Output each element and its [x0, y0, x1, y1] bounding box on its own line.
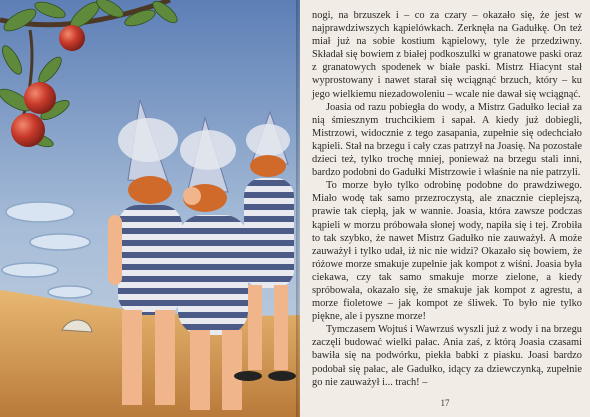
paragraph: Joasia od razu pobiegła do wody, a Mistrz Gadułko leciał za nią śmiesznym truchcikiem i sapał. A kiedy już dobiegli, Mistrzowi, widocznie z tego zasapania, zupełnie się odechciało kąpieli. Stał na brzegu i cały czas patrzył na Joasię. Na pozostałe dzieci też, tylko trochę mniej, ponieważ na brzegu stali inni, bardzo podobni do Gadułki Mistrzowie i właśnie na nie patrzyli. [312, 101, 582, 179]
paragraph: To morze było tylko odrobinę podobne do prawdziwego. Miało wodę tak samo przezroczystą, ale znacznie cieplejszą, prawie tak ciepłą, jak w wannie. Joasia, która zawsze podczas kąpieli w morzu próbowała słonej wody, napiła się i tej. Zrobiła to tak szybko, że nawet Mistrz Gadułko nie zauważył. A może zauważył i tylko udał, iż nic nie widzi? Okazało się bowiem, że różowe morze smakuje zupełnie jak kompot z wiśni. Joasia była ciekawa, czy tak samo smakuje morze zielone, a kiedy spróbowała, okazało się, że smakuje jak kompot z agrestu, a morze fioletowe – jak kompot ze śliwek. To było nie tylko piękne, ale i pyszne morze! [312, 180, 582, 323]
story-text [312, 9, 582, 389]
paragraph: Tymczasem Wojtuś i Wawrzuś wyszli już z wody i na brzegu zaczęli budować wielki pałac. Ania zaś, z którą Joasia czasami bawiła się na podwórku, piekła babki z piasku. Joasi bardzo podobał się pałac, ale Gadułko, idący za dziewczynką, zupełnie go nie zauważył i... trach! – [312, 324, 582, 388]
paragraph: nogi, na brzuszek i – co za czary – okazało się, że jest w najprawdziwszych kąpielówkach. Zerknęła na Gadułkę. On też miał już na sobie kostium kąpielowy, tyle że przedziwny. Składał się bowiem z białej podkoszulki w granatowe paski oraz z granatowych spodenek w białe paski. Mistrz Hiacynt stał wyprostowany i nawet starał się wciągnąć brzuch, który – ku jego wielkiemu niezadowoleniu – wcale nie dawał się wciągnąć. [312, 10, 582, 100]
text-page [300, 0, 590, 417]
page-number: 17 [440, 398, 450, 408]
